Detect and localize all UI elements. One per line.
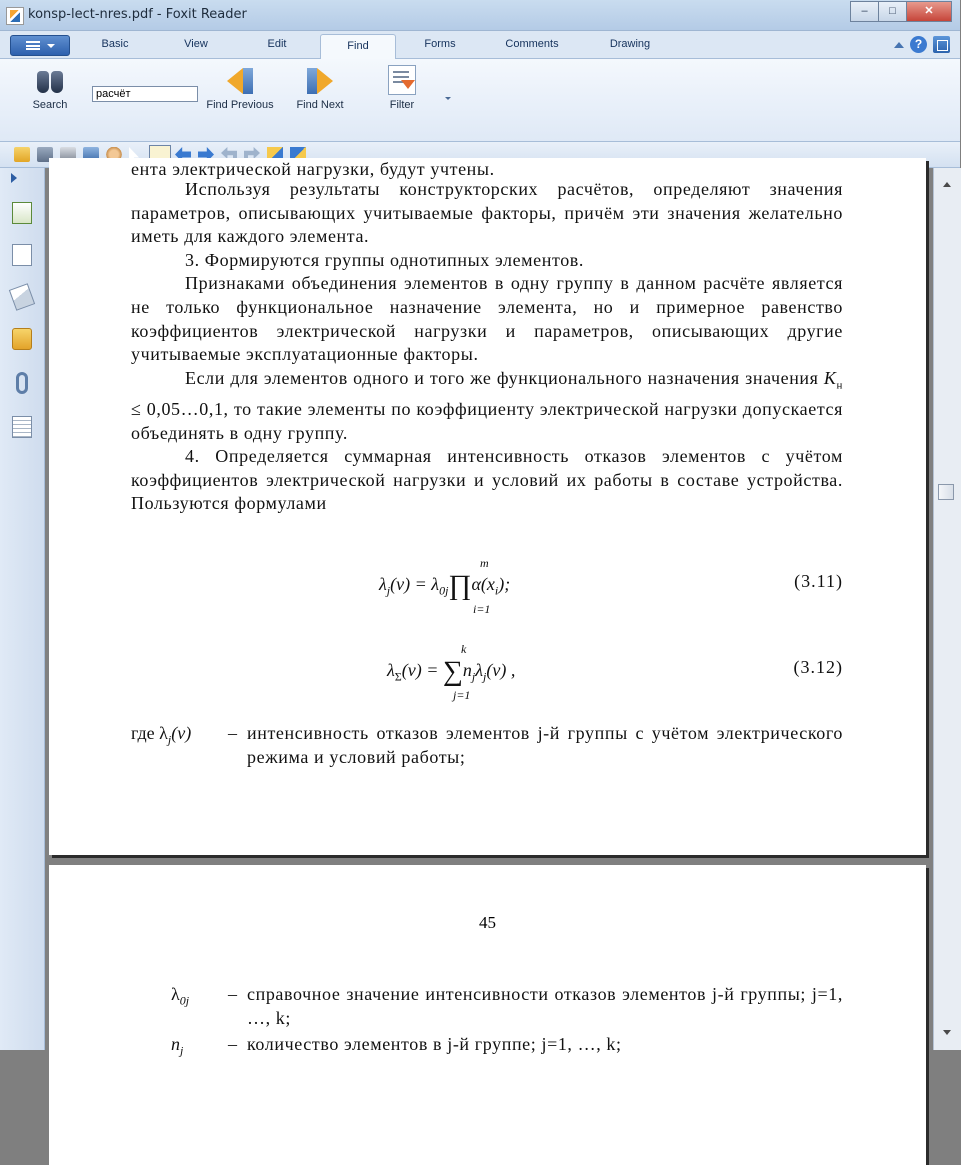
paragraph: Используя результаты конструкторских расчётов, определяют значения параметров, описывающих учитываемые факторы, причём эти значения желательно иметь для каждого элемента. [131, 179, 843, 247]
equation-number: (3.12) [793, 657, 843, 677]
find-previous-icon [225, 65, 255, 95]
scroll-up-icon[interactable] [943, 178, 951, 187]
filter-button[interactable] [380, 65, 424, 111]
product-lower-limit: i=1 [473, 602, 491, 616]
chevron-down-icon [47, 44, 55, 52]
definition-term: $\lambda_{0j}$ [171, 984, 190, 1008]
search-button[interactable] [28, 65, 72, 111]
attachments-icon[interactable] [16, 372, 28, 394]
definition-text: справочное значение интенсивности отказов элементов j-й группы; j=1, …, k; [247, 984, 843, 1028]
expand-pane-icon[interactable] [11, 173, 22, 183]
definition-term: где $\lambda_j(v)$ [131, 723, 192, 747]
bookmarks-icon[interactable] [12, 202, 32, 224]
filter-icon [388, 65, 416, 95]
find-previous-button[interactable] [204, 65, 276, 111]
page-text [131, 178, 843, 767]
ribbon-right-controls [894, 36, 950, 53]
definition-dash: – [228, 723, 237, 743]
ribbon-find-panel [0, 59, 960, 142]
maximize-button[interactable]: □ [878, 1, 907, 22]
tab-find[interactable]: Find [320, 34, 396, 59]
tab-comments[interactable]: Comments [505, 38, 559, 50]
find-next-label: Find Next [296, 99, 344, 111]
document-view[interactable] [45, 159, 933, 1058]
ribbon-tab-bar [0, 31, 960, 59]
window-controls [851, 1, 952, 21]
equation-number: (3.11) [794, 571, 843, 591]
definition-dash: – [228, 984, 237, 1004]
product-symbol: ∏ [448, 570, 472, 601]
sum-lower-limit: j=1 [453, 688, 471, 702]
window-title: konsp-lect-nres.pdf - Foxit Reader [28, 7, 247, 22]
pdf-page [49, 865, 926, 1165]
kn-subscript: н [836, 379, 843, 392]
paragraph: 4. Определяется суммарная интенсивность отказов элементов с учётом коэффициентов электрической нагрузки и условий их работы в составе устройства. Пользуются формулами [131, 446, 843, 514]
tab-forms[interactable]: Forms [424, 38, 456, 50]
tab-basic[interactable]: Basic [101, 38, 129, 50]
filter-label: Filter [389, 99, 415, 111]
kn-symbol: K [823, 367, 837, 388]
clipped-line: ента электрической нагрузки, будут учтены. [131, 159, 495, 179]
sum-upper-limit: k [461, 642, 467, 656]
paragraph: 3. Формируются группы однотипных элементов. [185, 249, 585, 270]
filter-dropdown-icon[interactable] [445, 97, 451, 103]
pages-icon[interactable] [12, 244, 32, 266]
find-next-icon [305, 65, 335, 95]
close-button[interactable]: ✕ [906, 1, 952, 22]
vertical-scrollbar[interactable] [933, 168, 961, 1050]
layers-icon[interactable] [9, 283, 35, 311]
formula-3-12: $\lambda_\Sigma(v) = \sum n_j\lambda_j(v)$ , k j=1 (3.12) [131, 638, 843, 698]
tab-view[interactable]: View [184, 38, 208, 50]
find-next-button[interactable] [290, 65, 350, 111]
sum-symbol: ∑ [442, 656, 463, 687]
scrollbar-thumb[interactable] [938, 484, 954, 500]
binoculars-icon [35, 65, 65, 95]
scroll-down-icon[interactable] [943, 1030, 951, 1039]
foxit-app-icon[interactable] [6, 7, 24, 25]
menu-icon [26, 41, 40, 50]
definition-text: количество элементов в j-й группе; j=1, …, k; [247, 1034, 622, 1054]
help-icon[interactable]: ? [910, 36, 927, 53]
signatures-icon[interactable] [12, 416, 32, 438]
definition-text: интенсивность отказов элементов j-й группы с учётом электрического режима и условий работы; [247, 723, 843, 767]
definition-term: $n_j$ [171, 1034, 184, 1058]
tab-drawing[interactable]: Drawing [609, 38, 651, 50]
find-input[interactable] [92, 86, 198, 102]
options-icon[interactable] [933, 36, 950, 53]
find-previous-label: Find Previous [206, 99, 274, 111]
comments-icon[interactable] [12, 328, 32, 350]
app-menu-button[interactable] [10, 35, 70, 56]
paragraph: Если для элементов одного и того же функционального назначения значения $K_н$ ≤ 0,05…0,1, то такие элементы по коэффициенту электрической нагрузки допускается объединять в одну группу. [131, 367, 843, 443]
definition-dash: – [228, 1034, 237, 1054]
search-label: Search [32, 99, 68, 111]
title-bar [0, 0, 960, 31]
open-icon[interactable] [14, 147, 30, 162]
navigation-pane [0, 168, 45, 1050]
paragraph: Признаками объединения элементов в одну группу в данном расчёте является не только функциональное назначение элемента, но и примерное равенство коэффициентов электрической нагрузки и параметров, описывающих другие учитываемые эксплуатационные факторы. [131, 273, 843, 365]
collapse-ribbon-icon[interactable] [894, 37, 904, 48]
formula-3-11: $\lambda_j(v)$ = $\lambda_{0j}\prod\alpha(x_i)$; m i=1 (3.11) [131, 552, 843, 612]
tab-edit[interactable]: Edit [267, 38, 287, 50]
pdf-page [49, 158, 926, 855]
minimize-button[interactable]: – [850, 1, 879, 22]
product-upper-limit: m [480, 556, 489, 570]
page-number: 45 [479, 913, 496, 932]
